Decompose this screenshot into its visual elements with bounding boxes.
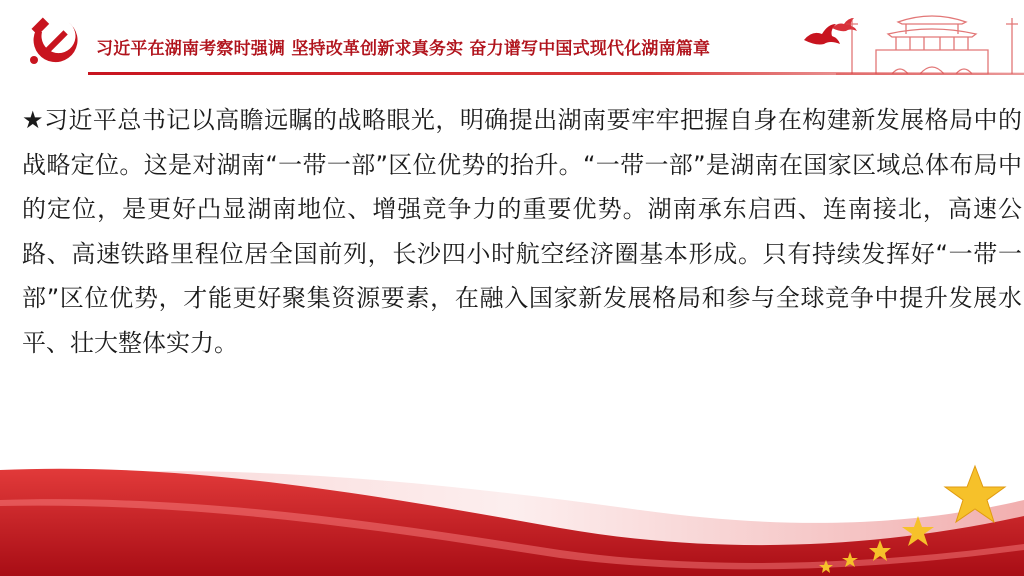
bottom-ribbon-decoration [0,440,1024,576]
tiananmen-gate-icon [836,4,1024,76]
header-divider [88,72,1024,75]
slide-header [0,0,1024,82]
slide-title: 习近平在湖南考察时强调 坚持改革创新求真务实 奋力谱写中国式现代化湖南篇章 [96,39,711,59]
main-paragraph: ★习近平总书记以高瞻远瞩的战略眼光，明确提出湖南要牢牢把握自身在构建新发展格局中的战略定位。这是对湖南“一带一部”区位优势的抬升。“一带一部”是湖南在国家区域总体布局中的定位，是更好凸显湖南地位、增强竞争力的重要优势。湖南承东启西、连南接北，高速公路、高速铁路里程位居全国前列，长沙四小时航空经济圈基本形成。只有持续发挥好“一带一部”区位优势，才能更好聚集资源要素，在融入国家新发展格局和参与全球竞争中提升发展水平、壮大整体实力。 [22,106,1022,357]
party-emblem-icon [22,10,82,70]
